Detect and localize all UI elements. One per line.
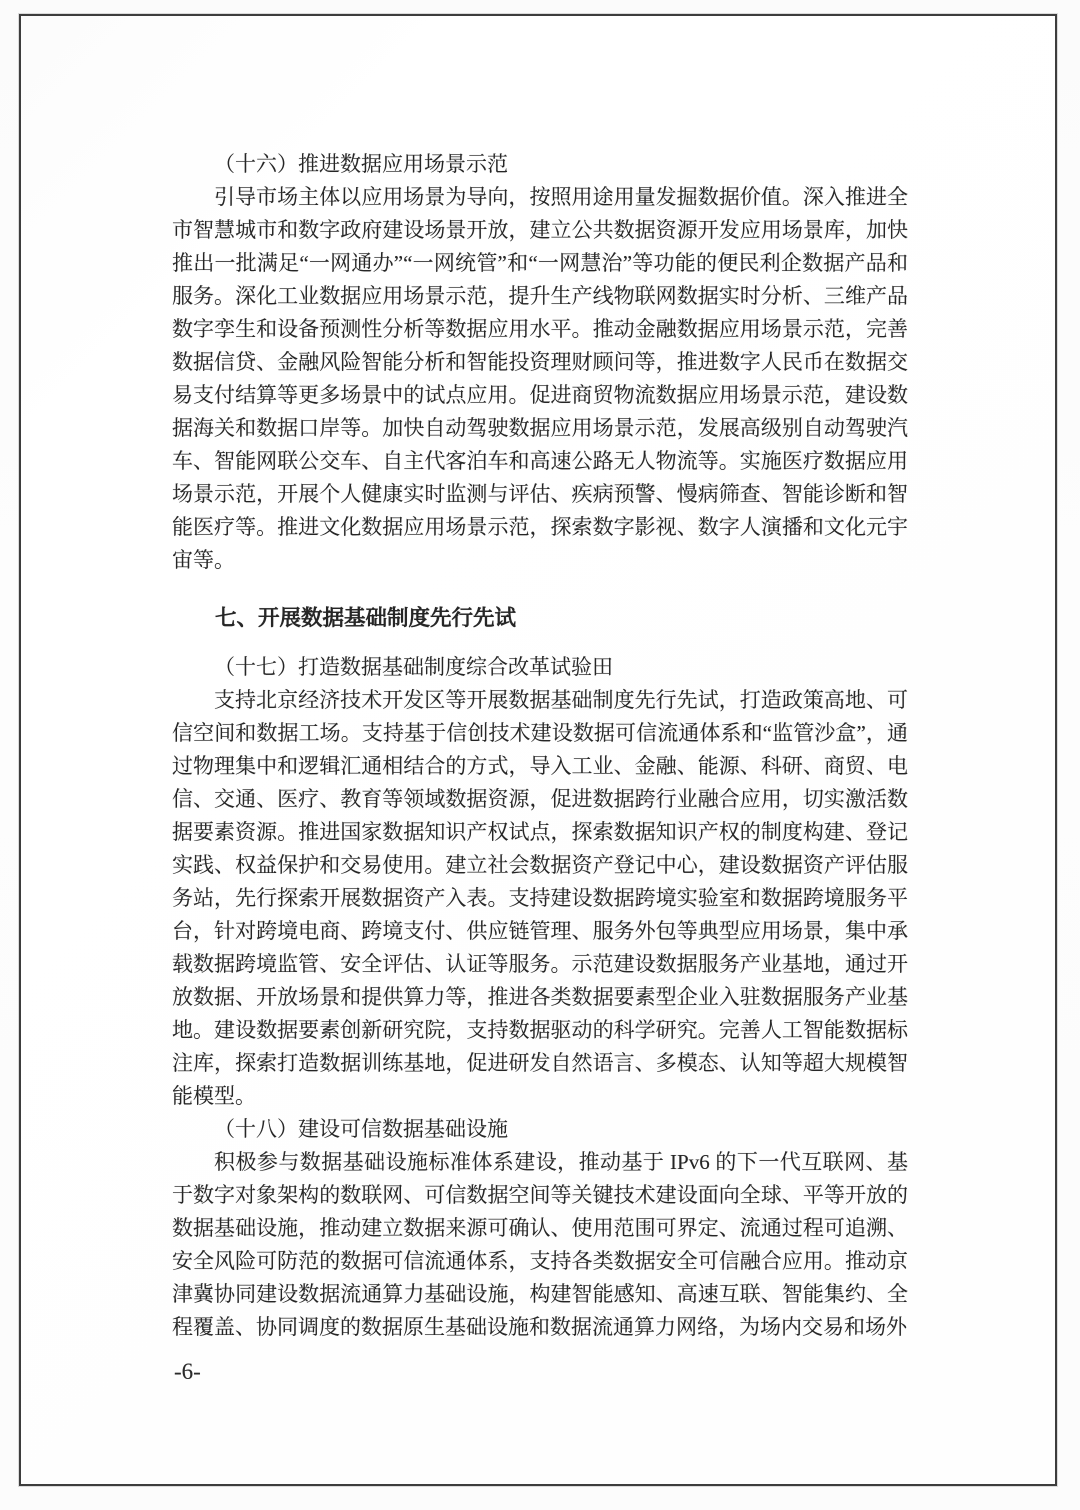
section-17-paragraph: 支持北京经济技术开发区等开展数据基础制度先行先试，打造政策高地、可信空间和数据工场。支持基于信创技术建设数据可信流通体系和“监管沙盒”，通过物理集中和逻辑汇通相结合的方式，导入工业、金融、能源、科研、商贸、电信、交通、医疗、教育等领域数据资源，促进数据跨行业融合应用，切实激活数据要素资源。推进国家数据知识产权试点，探索数据知识产权的制度构建、登记实践、权益保护和交易使用。建立社会数据资产登记中心，建设数据资产评估服务站，先行探索开展数据资产入表。支持建设数据跨境实验室和数据跨境服务平台，针对跨境电商、跨境支付、供应链管理、服务外包等典型应用场景，集中承载数据跨境监管、安全评估、认证等服务。示范建设数据服务产业基地，通过开放数据、开放场景和提供算力等，推进各类数据要素型企业入驻数据服务产业基地。建设数据要素创新研究院，支持数据驱动的科学研究。完善人工智能数据标注库，探索打造数据训练基地，促进研发自然语言、多模态、认知等超大规模智能模型。	[172, 688, 908, 1108]
chapter-7-heading: 七、开展数据基础制度先行先试	[215, 606, 517, 630]
section-18-subheading: （十八）建设可信数据基础设施	[214, 1117, 508, 1141]
section-16-subheading: （十六）推进数据应用场景示范	[214, 152, 508, 176]
section-17-subheading: （十七）打造数据基础制度综合改革试验田	[214, 655, 613, 679]
section-18-paragraph: 积极参与数据基础设施标准体系建设，推动基于 IPv6 的下一代互联网、基于数字对象架构的数联网、可信数据空间等关键技术建设面向全球、平等开放的数据基础设施，推动建立数据来源可确认、使用范围可界定、流通过程可追溯、安全风险可防范的数据可信流通体系，支持各类数据安全可信融合应用。推动京津冀协同建设数据流通算力基础设施，构建智能感知、高速互联、智能集约、全程覆盖、协同调度的数据原生基础设施和数据流通算力网络，为场内交易和场外	[172, 1150, 908, 1339]
section-16-paragraph: 引导市场主体以应用场景为导向，按照用途用量发掘数据价值。深入推进全市智慧城市和数字政府建设场景开放，建立公共数据资源开发应用场景库，加快推出一批满足“一网通办”“一网统管”和“一网慧治”等功能的便民利企数据产品和服务。深化工业数据应用场景示范，提升生产线物联网数据实时分析、三维产品数字孪生和设备预测性分析等数据应用水平。推动金融数据应用场景示范，完善数据信贷、金融风险智能分析和智能投资理财顾问等，推进数字人民币在数据交易支付结算等更多场景中的试点应用。促进商贸物流数据应用场景示范，建设数据海关和数据口岸等。加快自动驾驶数据应用场景示范，发展高级别自动驾驶汽车、智能网联公交车、自主代客泊车和高速公路无人物流等。实施医疗数据应用场景示范，开展个人健康实时监测与评估、疾病预警、慢病筛查、智能诊断和智能医疗等。推进文化数据应用场景示范，探索数字影视、数字人演播和文化元宇宙等。	[172, 185, 908, 572]
document-body	[172, 148, 908, 1344]
page-number: -6-	[174, 1359, 201, 1384]
